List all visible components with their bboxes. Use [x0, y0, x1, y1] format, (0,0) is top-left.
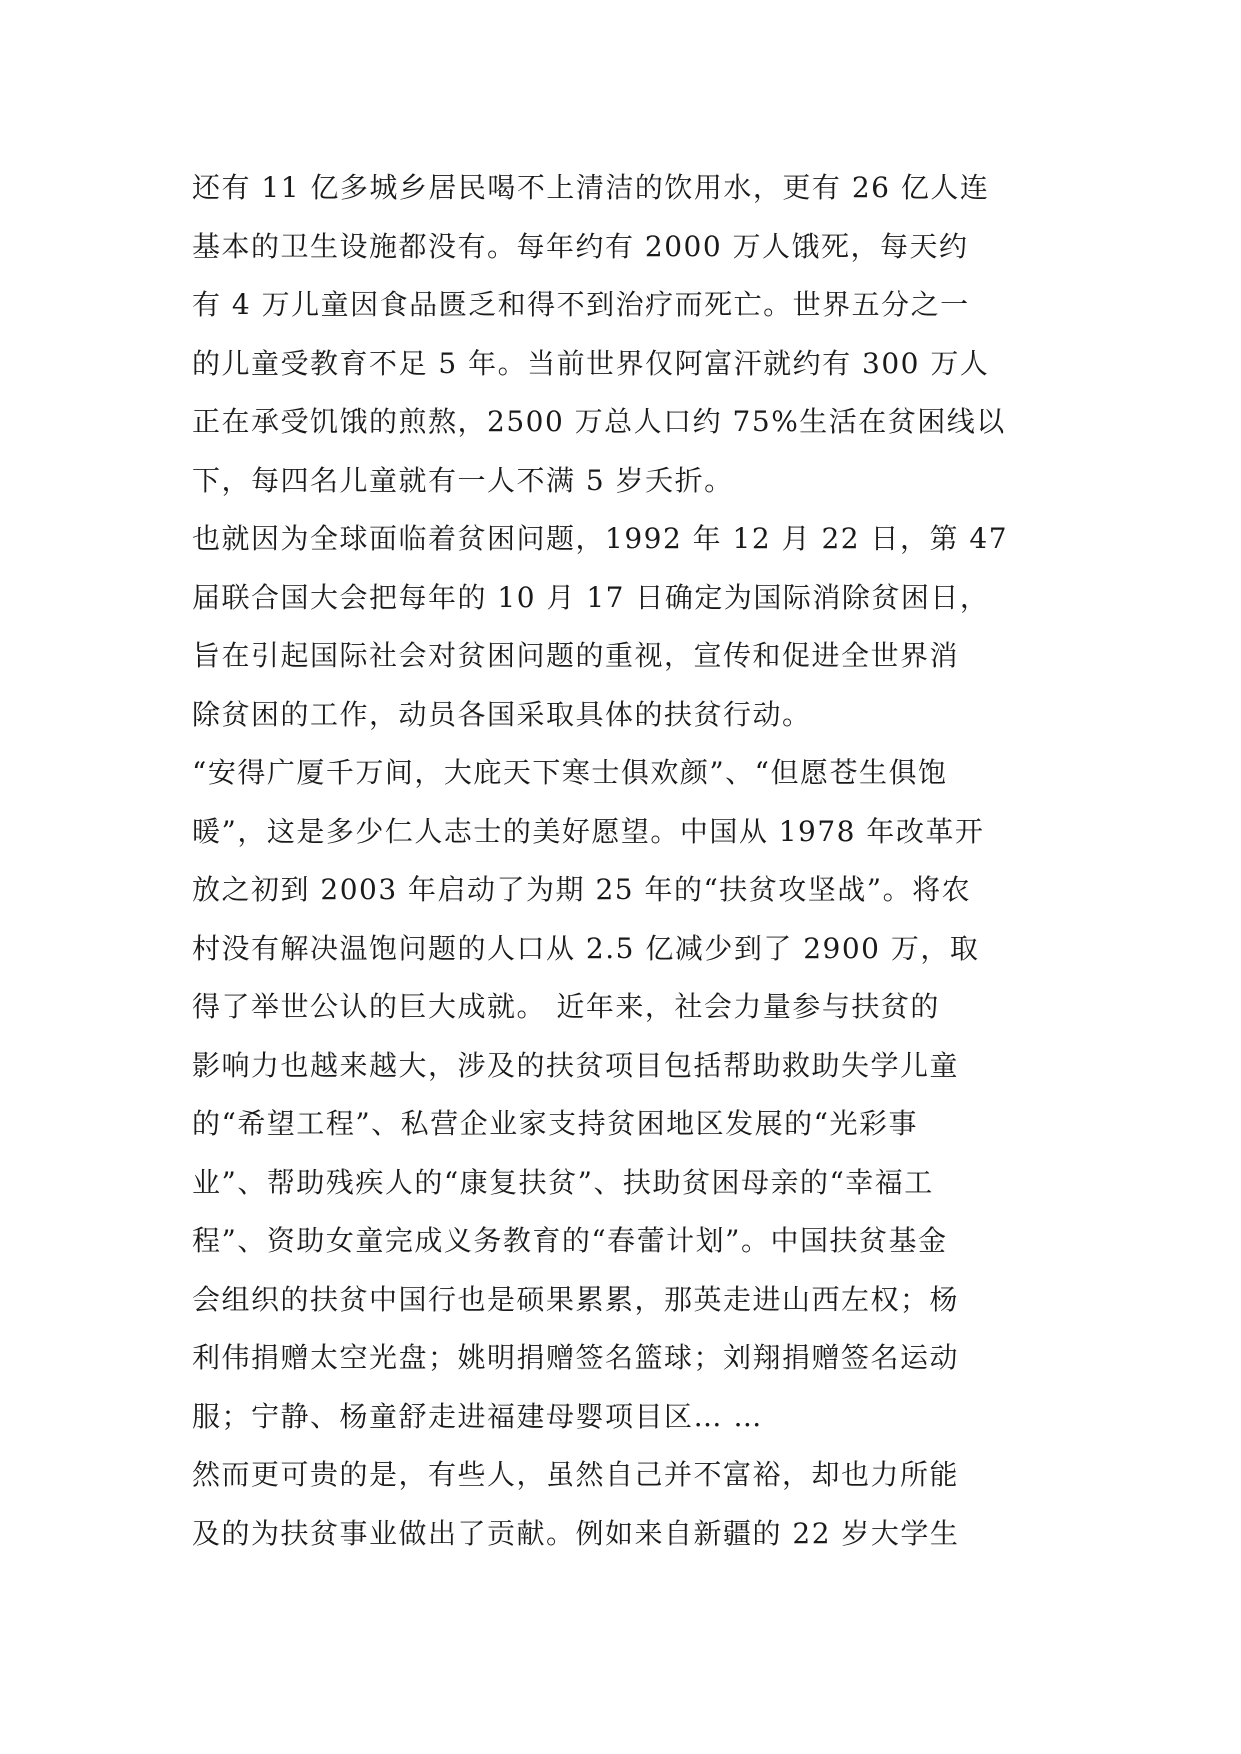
- text-line: “安得广厦千万间，大庇天下寒士俱欢颜”、“但愿苍生俱饱: [192, 756, 948, 789]
- document-body: [192, 159, 1062, 1563]
- text-line: 程”、资助女童完成义务教育的“春蕾计划”。中国扶贫基金: [192, 1224, 948, 1257]
- text-line: 下，每四名儿童就有一人不满 5 岁夭折。: [192, 463, 734, 497]
- text-line: 利伟捐赠太空光盘；姚明捐赠签名篮球；刘翔捐赠签名运动: [192, 1341, 960, 1374]
- text-line: 放之初到 2003 年启动了为期 25 年的“扶贫攻坚战”。将农: [192, 873, 972, 906]
- paragraph-eradication-day: [192, 510, 1062, 744]
- text-line: 服；宁静、杨童舒走进福建母婴项目区… …: [192, 1399, 763, 1433]
- paragraph-poverty-statistics: [192, 159, 1062, 510]
- text-line: 除贫困的工作，动员各国采取具体的扶贫行动。: [192, 697, 812, 731]
- text-line: 及的为扶贫事业做出了贡献。例如来自新疆的 22 岁大学生: [192, 1516, 960, 1550]
- paragraph-individual-contribution: [192, 1446, 1062, 1563]
- text-line: 村没有解决温饱问题的人口从 2.5 亿减少到了 2900 万，取: [192, 931, 980, 965]
- text-line: 的“希望工程”、私营企业家支持贫困地区发展的“光彩事: [192, 1107, 918, 1140]
- text-line: 得了举世公认的巨大成就。 近年来，社会力量参与扶贫的: [192, 990, 940, 1023]
- text-line: 暖”，这是多少仁人志士的美好愿望。中国从 1978 年改革开: [192, 814, 985, 848]
- text-line: 正在承受饥饿的煎熬，2500 万总人口约 75%生活在贫困线以: [192, 405, 1006, 438]
- text-line: 然而更可贵的是，有些人，虽然自己并不富裕，却也力所能: [192, 1458, 960, 1491]
- text-line: 会组织的扶贫中国行也是硕果累累，那英走进山西左权；杨: [192, 1282, 960, 1316]
- text-line: 的儿童受教育不足 5 年。当前世界仅阿富汗就约有 300 万人: [192, 346, 990, 380]
- text-line: 有 4 万儿童因食品匮乏和得不到治疗而死亡。世界五分之一: [192, 288, 970, 321]
- text-line: 还有 11 亿多城乡居民喝不上清洁的饮用水，更有 26 亿人连: [192, 171, 990, 204]
- text-line: 也就因为全球面临着贫困问题，1992 年 12 月 22 日，第 47: [192, 522, 1009, 555]
- text-line: 影响力也越来越大，涉及的扶贫项目包括帮助救助失学儿童: [192, 1048, 960, 1082]
- paragraph-china-poverty-alleviation: [192, 744, 1062, 1446]
- text-line: 业”、帮助残疾人的“康复扶贫”、扶助贫困母亲的“幸福工: [192, 1165, 934, 1199]
- text-line: 旨在引起国际社会对贫困问题的重视，宣传和促进全世界消: [192, 639, 960, 672]
- text-line: 届联合国大会把每年的 10 月 17 日确定为国际消除贫困日，: [192, 580, 990, 614]
- text-line: 基本的卫生设施都没有。每年约有 2000 万人饿死，每天约: [192, 229, 969, 263]
